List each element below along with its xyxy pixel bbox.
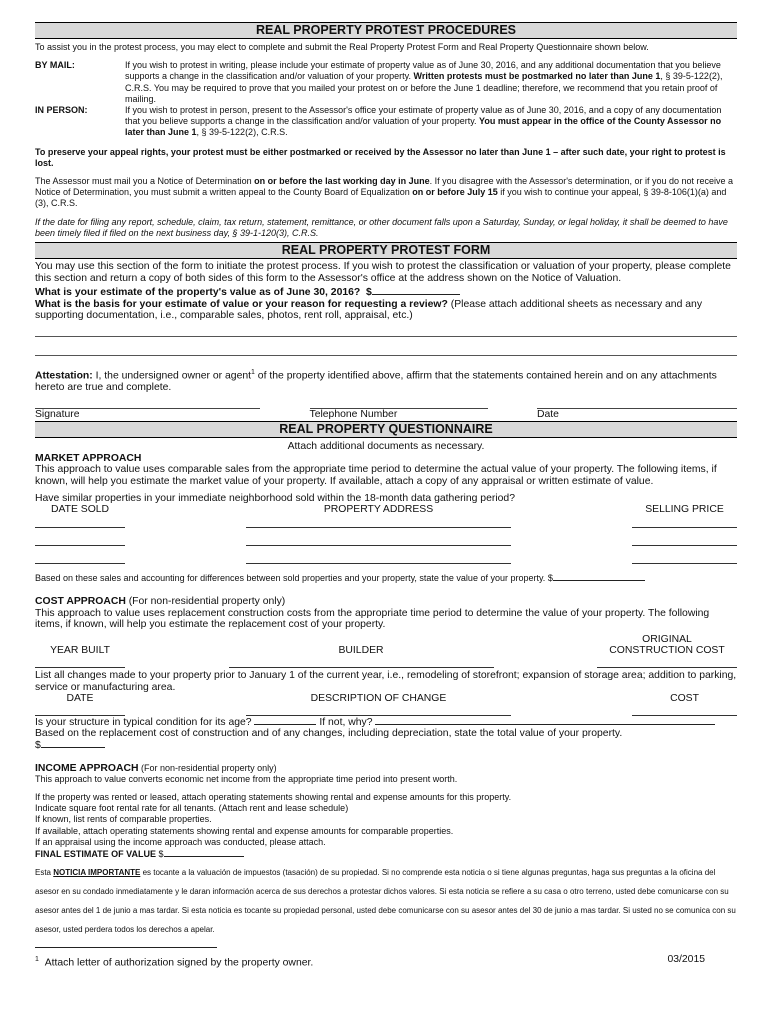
builder-field[interactable] <box>229 657 494 668</box>
why-field[interactable] <box>375 724 715 725</box>
cost-approach-text: This approach to value uses replacement construction costs from the appropriate time period to determine the value of your property. The following items, if known, will help you estimate the replacement cost of your property. <box>35 607 710 631</box>
changes-header <box>35 693 737 705</box>
sales-row <box>35 517 737 528</box>
in-person-text: If you wish to protest in person, present to the Assessor's office your estimate of property value as of June 30, 2016, and a copy of any documentation that you believe supports a change in the classification and/or valuation of your property. You must appear in the office of the County Assessor no later than June 1, § 39-5-122(2), C.R.S. <box>125 105 722 138</box>
attach-note: Attach additional documents as necessary. <box>287 441 485 453</box>
col-property-address: PROPERTY ADDRESS <box>323 504 434 516</box>
typical-condition-field[interactable] <box>254 724 316 725</box>
date-label: Date <box>537 408 559 420</box>
income-item: If available, attach operating statements showing rental and expense amounts for comparable properties. <box>35 825 454 836</box>
preserve-rights-notice: To preserve your appeal rights, your protest must be either postmarked or received by the Assessor no later than June 1 – after such date, your right to protest is lost. <box>35 146 726 168</box>
price-field[interactable] <box>632 553 737 564</box>
by-mail-text: If you wish to protest in writing, please include your estimate of property value as of June 30, 2016, and any additional documentation that you believe supports a change in the classification and/or valuation of your property. Written protests must be postmarked no later than June 1, § 39-5-122(2), C.R.S. You may be required to prove that you mailed your protest on or before the June 1 deadline; therefore, we recommend that you retain proof of mailing. <box>125 60 723 104</box>
signature-field[interactable] <box>35 408 260 421</box>
address-field[interactable] <box>246 553 511 564</box>
date-sold-field[interactable] <box>35 517 125 528</box>
col-year-built: YEAR BUILT <box>50 645 110 657</box>
cost-row <box>35 657 737 668</box>
basis-answer-line-1[interactable] <box>35 335 737 337</box>
cost-value-field[interactable] <box>41 747 105 748</box>
estimate-question: What is your estimate of the property's value as of June 30, 2016? $ <box>35 287 737 299</box>
col-original-cost: ORIGINAL CONSTRUCTION COST <box>609 633 725 657</box>
cost-header <box>35 634 737 657</box>
final-estimate-field[interactable] <box>164 856 244 857</box>
form-page <box>35 22 737 969</box>
col-selling-price: SELLING PRICE <box>645 504 724 516</box>
basis-answer-line-2[interactable] <box>35 354 737 356</box>
change-description-field[interactable] <box>246 705 511 716</box>
income-item: If an appraisal using the income approach was conducted, please attach. <box>35 836 326 847</box>
form-code: 03/2015 <box>667 954 705 966</box>
income-item: If the property was rented or leased, attach operating statements showing rental and expense amounts for this property. <box>35 791 512 802</box>
date-field[interactable] <box>537 408 737 421</box>
income-items <box>35 792 737 848</box>
questionnaire-title: REAL PROPERTY QUESTIONNAIRE <box>35 421 737 438</box>
market-approach-text: This approach to value uses comparable sales from the appropriate time period to determine the actual value of your property. The following items, if known, will help you estimate the market value of your property. If available, attach a copy of any appraisal or written estimate of value. <box>35 464 717 488</box>
cost-value-statement: Based on the replacement cost of construction and of any changes, including depreciation, state the total value of your property. <box>35 728 623 740</box>
col-date-sold: DATE SOLD <box>50 504 110 516</box>
sales-row <box>35 553 737 564</box>
address-field[interactable] <box>246 535 511 546</box>
original-cost-field[interactable] <box>597 657 737 668</box>
in-person-label: IN PERSON: <box>35 105 88 116</box>
protest-form-intro: You may use this section of the form to initiate the protest process. If you wish to protest the classification or valuation of your property, please complete this section and return a copy of both sides of this form to the Assessor's office at the address shown on the Notice of Valuation. <box>35 261 731 284</box>
final-estimate: FINAL ESTIMATE OF VALUE $ <box>35 849 737 860</box>
market-value-field[interactable] <box>553 580 645 581</box>
spanish-notice: Esta NOTICIA IMPORTANTE es tocante a la valuación de impuestos (tasación) de su propiedad. Si no comprende esta noticia o si tiene algunas preguntas, haga sus preguntas a la oficina del asesor en su condado inmediatamente y le daran información acerca de sus derechos a protestar dichos valores. Si esta noticia se refiere a su casa o otro terreno, usted debe comunicarse con su asesor antes del 1 de junio a mas tardar. Si esta noticia es tocante su propiedad personal, usted debe comunicarse con su asesor antes del 30 de junio a mas tardar. Si usted no se comunica con su asesor, usted perdera todos los derechos a apelar. <box>35 868 736 934</box>
by-mail-section <box>35 60 737 105</box>
estimate-value-field[interactable] <box>372 294 460 295</box>
notice-of-determination: The Assessor must mail you a Notice of Determination on or before the last working day in June. If you disagree with the Assessor's determination, or if you do not receive a Notice of Determination, you must submit a written appeal to the County Board of Equalization on or before July 15 if you wish to continue your appeal, § 39-8-106(1)(a) and (3), C.R.S. <box>35 176 734 209</box>
market-approach-title: MARKET APPROACH <box>35 452 142 464</box>
footer <box>35 954 737 969</box>
income-item: If known, list rents of comparable properties. <box>35 814 212 825</box>
cost-approach-title: COST APPROACH (For non-residential property only) <box>35 596 286 608</box>
market-value-statement: Based on these sales and accounting for differences between sold properties and your property, state the value of your property. $ <box>35 573 737 584</box>
telephone-label: Telephone Number <box>309 408 398 420</box>
col-builder: BUILDER <box>338 645 384 657</box>
in-person-section <box>35 105 737 139</box>
col-description: DESCRIPTION OF CHANGE <box>310 693 447 705</box>
procedures-title: REAL PROPERTY PROTEST PROCEDURES <box>35 22 737 39</box>
income-approach-text: This approach to value converts economic net income from the appropriate time period into present worth. <box>35 773 458 784</box>
price-field[interactable] <box>632 535 737 546</box>
sales-header <box>35 504 737 516</box>
year-built-field[interactable] <box>35 657 125 668</box>
signature-label: Signature <box>35 408 80 420</box>
holiday-notice: If the date for filing any report, schedule, claim, tax return, statement, remittance, or other document falls upon a Saturday, Sunday, or legal holiday, it shall be deemed to have been timely filed if filed on the next business day, § 39-1-120(3), C.R.S. <box>35 216 728 238</box>
date-sold-field[interactable] <box>35 553 125 564</box>
col-cost: COST <box>670 693 699 705</box>
footnote-divider <box>35 947 217 948</box>
typical-condition-question: Is your structure in typical condition for its age? If not, why? <box>35 717 737 729</box>
sales-row <box>35 535 737 546</box>
attestation: Attestation: I, the undersigned owner or agent$^1$ of the property identified above, affirm that the statements contained herein and on any attachments hereto are true and complete. <box>35 369 717 394</box>
income-item: Indicate square foot rental rate for all tenants. (Attach rent and lease schedule) <box>35 803 349 814</box>
sales-rows <box>35 517 737 564</box>
protest-form-title: REAL PROPERTY PROTEST FORM <box>35 242 737 259</box>
by-mail-label: BY MAIL: <box>35 60 75 71</box>
basis-question: What is the basis for your estimate of value or your reason for requesting a review? (Please attach additional sheets as necessary and any supporting documentation, i.e., comparable sales, photos, rent roll, appraisal, etc.) <box>35 298 703 322</box>
changes-row <box>35 705 737 716</box>
price-field[interactable] <box>632 517 737 528</box>
footnote: $^1$ Attach letter of authorization signed by the property owner. <box>35 956 314 969</box>
address-field[interactable] <box>246 517 511 528</box>
procedures-intro: To assist you in the protest process, you may elect to complete and submit the Real Property Protest Form and Real Property Questionnaire shown below. <box>35 42 649 52</box>
change-date-field[interactable] <box>35 705 125 716</box>
telephone-field[interactable] <box>310 408 488 421</box>
change-cost-field[interactable] <box>632 705 737 716</box>
income-approach-title: INCOME APPROACH (For non-residential property only) <box>35 762 277 774</box>
market-question: Have similar properties in your immediate neighborhood sold within the 18-month data gathering period? <box>35 492 515 504</box>
changes-text: List all changes made to your property prior to January 1 of the current year, i.e., remodeling of storefront; expansion of storage area; addition to parking, service or manufacturing area. <box>35 670 737 693</box>
date-sold-field[interactable] <box>35 535 125 546</box>
cost-value-line: $ <box>35 740 737 752</box>
signature-row <box>35 408 737 421</box>
col-date: DATE <box>66 693 94 705</box>
